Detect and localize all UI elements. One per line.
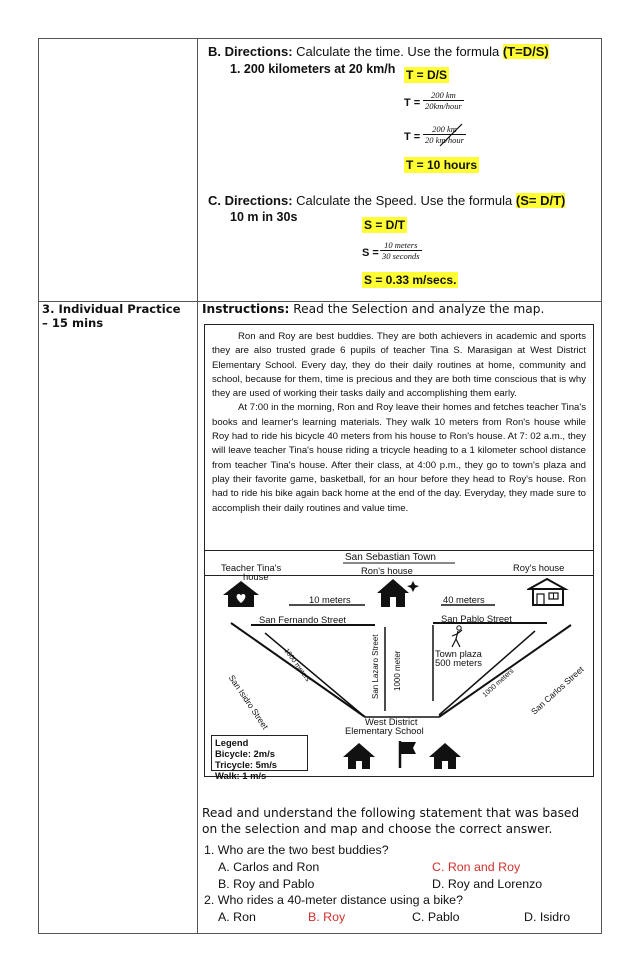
question-2-option-d: D. Isidro [524,910,571,924]
school-flag-icon [397,739,419,769]
section-b-text: Calculate the time. Use the formula [296,44,500,59]
map-roy-house-label: Roy's house [513,562,565,573]
cancel-stroke-icon [436,122,466,148]
map-tina-house-label-2: house [243,571,269,582]
section-c-text: Calculate the Speed. Use the formula [296,193,513,208]
question-1-option-b: B. Roy and Pablo [218,877,315,891]
step-s-equals: S = [362,247,379,259]
section-c-formula: (S= D/T) [515,193,566,208]
legend-bicycle: Bicycle: 2m/s [215,748,275,759]
map-plaza-distance: 500 meters [435,657,482,668]
map-1000-meters-right: 1000 meters [481,667,516,699]
ron-house-icon [375,577,421,609]
section-b-prefix: B. [208,44,221,59]
row-3-label-line-2: – 15 mins [42,316,104,330]
instructions [202,302,544,316]
section-c-problem: 10 m in 30s [230,210,298,224]
question-1-option-c: C. Ron and Roy [432,860,521,874]
map-1000-meter-middle: 1000 meter [393,650,402,691]
town-map [204,550,594,781]
fraction-3 [380,240,422,261]
map-1000-meters-left: 1000 meters [282,647,312,684]
step-s-formula: S = D/T [364,218,406,232]
step-t-formula: T = D/S [406,68,448,82]
column-divider [197,39,198,933]
fraction-3-numerator: 10 meters [380,240,422,251]
fraction-1-denominator: 20km/hour [425,101,462,111]
instructions-label: Instructions: [202,302,290,316]
instructions-text: Read the Selection and analyze the map. [293,302,545,316]
step-s-answer: S = 0.33 m/secs. [364,273,457,287]
map-school-label-1: West District [365,716,418,727]
selection-passage [204,324,594,576]
read-instructions [202,805,579,837]
map-tina-house-label-1: Teacher Tina's [221,562,282,573]
question-2-option-a: A. Ron [218,910,256,924]
fraction-1 [423,90,464,111]
roy-house-icon [527,577,569,607]
row-3-label [42,302,180,330]
basketball-player-icon [449,625,465,649]
selection-paragraph-2: At 7:00 in the morning, Ron and Roy leave their homes and fetches teacher Tina's books and learner's learning materials. They walk 10 meters from Ron's house while Roy had to ride his bicycle 40 meters from his house to Ron's house. At 7: 02 a.m., they will leave teacher Tina's house riding a tricycle heading to a 1 kilometer school distance from teacher Tina's house. After their class, at 4:00 p.m., they go to town's plaza and play their favorite game, basketball, for an hour before they head to Roy's house. Ron had to ride his bike again back home at the end of the day. Everyday, they made sure to accomplish their daily routines and value time. [212,402,586,514]
selection-paragraph-1: Ron and Roy are best buddies. They are both achievers in academic and sports they are also trusted grade 6 pupils of teacher Tina S. Marasigan at West District Elementary School. Every day, they do their daily routines at home, community and school, because for them, time is precious and they are both time conscious that is why they are used of working their tasks daily and accomplishing them early. [212,331,586,400]
section-c-label: Directions: [224,193,293,208]
fraction-3-denominator: 30 seconds [382,251,420,261]
step-t-answer: T = 10 hours [406,158,478,172]
question-2-option-c: C. Pablo [412,910,460,924]
legend-tricycle: Tricycle: 5m/s [215,759,278,770]
map-ron-house-label: Ron's house [361,565,413,576]
section-b-heading [208,44,549,59]
map-san-pablo-street: San Pablo Street [441,613,512,624]
question-1-option-d: D. Roy and Lorenzo [432,877,543,891]
section-b-problem: 1. 200 kilometers at 20 km/h [230,62,396,76]
question-2-option-b: B. Roy [308,910,346,924]
fraction-2-denominator: 20 km/hour [425,135,464,145]
read-instructions-line-1: Read and understand the following statement that was based [202,806,580,820]
school-house-icon-2 [427,741,463,771]
map-school-label-2: Elementary School [345,725,424,736]
map-san-lazaro-street: San Lazaro Street [371,634,380,699]
step-t-equals-1: T = [404,97,421,109]
section-b-formula: (T=D/S) [502,44,549,59]
fraction-2-numerator: 200 km [423,124,466,135]
school-house-icon [341,741,377,771]
step-t-equals-2: T = [404,131,421,143]
section-b-label: Directions: [224,44,293,59]
row-3-label-line-1: 3. Individual Practice [42,302,181,316]
question-1-option-a: A. Carlos and Ron [218,860,320,874]
map-distance-40: 40 meters [443,594,485,605]
map-town-name: San Sebastian Town [345,552,436,563]
map-san-fernando-street: San Fernando Street [259,614,347,625]
fraction-1-numerator: 200 km [423,90,464,101]
tina-house-icon [221,579,261,609]
map-san-carlos-street: San Carlos Street [529,664,586,717]
read-instructions-line-2: on the selection and map and choose the correct answer. [202,822,553,836]
map-distance-10: 10 meters [309,594,351,605]
question-2: 2. Who rides a 40-meter distance using a bike? [204,893,463,907]
section-c-heading [208,193,565,208]
map-legend [211,735,308,781]
legend-walk: Walk: 1 m/s [215,770,267,781]
section-c-prefix: C. [208,193,221,208]
question-1: 1. Who are the two best buddies? [204,843,389,857]
legend-title: Legend [215,737,249,748]
map-town-plaza: Town plaza [435,648,482,659]
map-san-isidro-street: San Isidro Street [226,673,271,732]
